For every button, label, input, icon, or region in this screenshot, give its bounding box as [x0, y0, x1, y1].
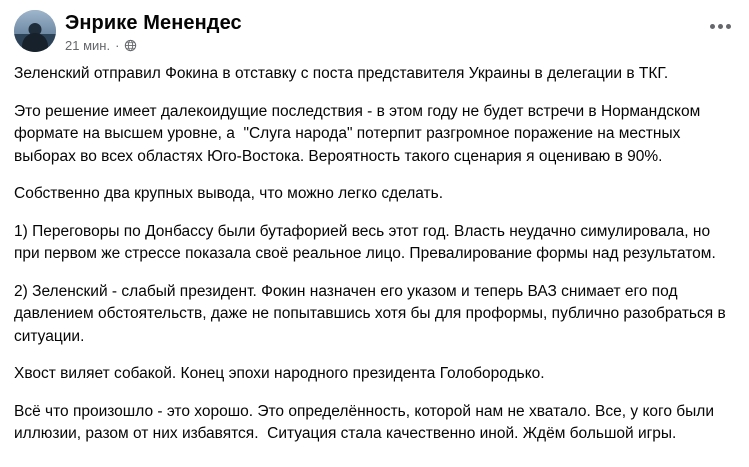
- post-paragraph: Хвост виляет собакой. Конец эпохи народного президента Голобородько.: [14, 365, 545, 382]
- avatar[interactable]: [14, 10, 56, 52]
- post-header: [0, 0, 749, 57]
- ellipsis-icon[interactable]: [705, 14, 735, 38]
- post-body: [0, 57, 749, 446]
- author-name[interactable]: Энрике Менендес: [65, 12, 242, 34]
- meta-separator: ·: [115, 38, 120, 53]
- globe-icon[interactable]: [124, 39, 137, 52]
- post-paragraph: Всё что произошло - это хорошо. Это определённость, которой нам не хватало. Все, у кого были иллюзии, разом от них избавятся. Ситуация стала качественно иной. Ждём большой игры.: [14, 402, 719, 442]
- post-timestamp[interactable]: 21 мин.: [65, 38, 111, 53]
- avatar-person-body: [22, 33, 48, 52]
- ellipsis-dot: [710, 24, 715, 29]
- post-paragraph: Собственно два крупных вывода, что можно легко сделать.: [14, 185, 444, 202]
- ellipsis-dot: [726, 24, 731, 29]
- post-meta: [65, 38, 242, 53]
- ellipsis-dot: [718, 24, 723, 29]
- post-header-text: [65, 10, 242, 53]
- post-paragraph: 1) Переговоры по Донбассу были бутафорией весь этот год. Власть неудачно симулировала, но при первом же стрессе показала своё реальное лицо. Превалирование формы над результатом.: [14, 222, 716, 262]
- post-paragraph: Зеленский отправил Фокина в отставку с поста представителя Украины в делегации в ТКГ.: [14, 65, 669, 82]
- post-paragraph: 2) Зеленский - слабый президент. Фокин назначен его указом и теперь ВАЗ снимает его под давлением обстоятельств, даже не попытавшись хотя бы для проформы, публично разобраться в ситуации.: [14, 282, 731, 345]
- post-paragraph: Это решение имеет далекоидущие последствия - в этом году не будет встречи в Нормандском формате на высшем уровне, а "Слуга народа" потерпит разгромное поражение на местных выборах во всех областях Юго-Востока. Вероятность такого сценария я оцениваю в 90%.: [14, 102, 705, 165]
